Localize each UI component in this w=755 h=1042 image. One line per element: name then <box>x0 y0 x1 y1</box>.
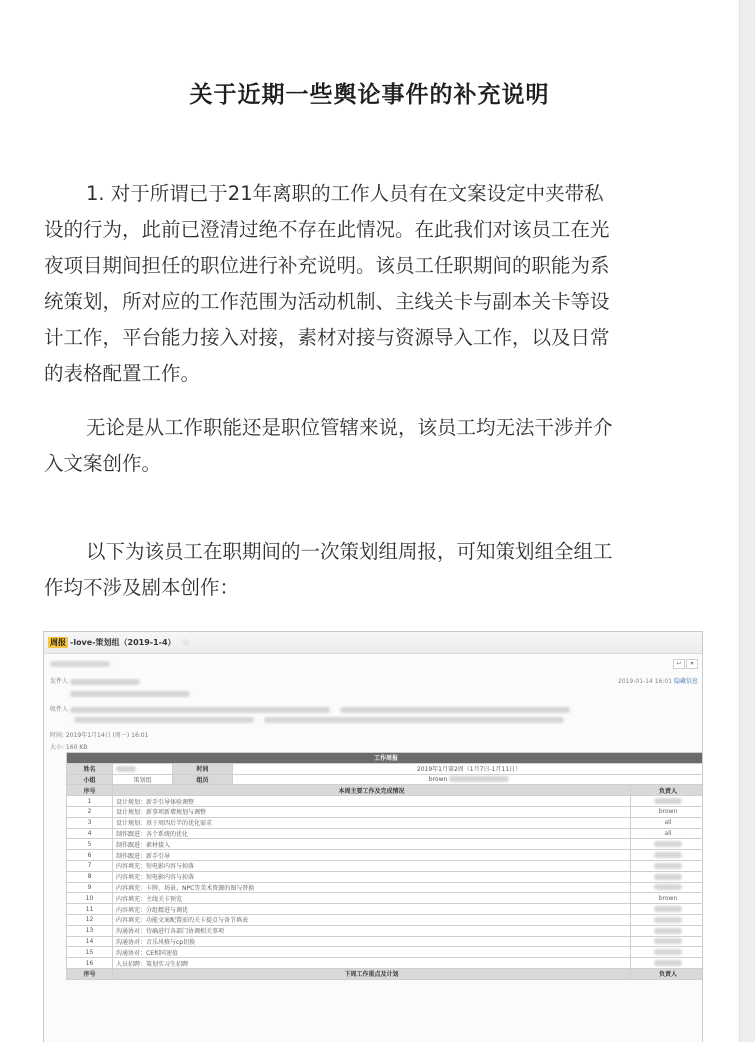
row-task: 制作跟进：素材接入 <box>113 839 631 850</box>
paragraph-2 <box>44 410 694 482</box>
recipient-row <box>50 704 570 713</box>
size-row: 大小: 160 KB <box>50 744 88 751</box>
row-task: 人员招聘：策划实习生招聘 <box>113 958 631 969</box>
row-index: 11 <box>67 904 113 915</box>
paragraph-1 <box>44 176 694 392</box>
email-screenshot <box>43 631 703 1042</box>
page-title: 关于近期一些舆论事件的补充说明 <box>189 82 550 108</box>
col-index-header: 序号 <box>67 968 113 979</box>
member-value <box>233 774 704 785</box>
row-task: 内容填充：短电影内容与掉落 <box>113 860 631 871</box>
chevron-down-icon[interactable]: ▾ <box>686 659 698 669</box>
paragraph-line: 作均不涉及剧本创作： <box>44 576 240 599</box>
paragraph-line: 夜项目期间担任的职位进行补充说明。该员工任职期间的职能为系 <box>44 254 610 277</box>
hide-info-link[interactable]: 隐藏信息 <box>673 678 698 685</box>
row-index: 15 <box>67 947 113 958</box>
row-task: 内容填充：分组精进与调优 <box>113 904 631 915</box>
time-label: 时间 <box>173 763 233 774</box>
table-row <box>67 925 704 936</box>
member-label: 组员 <box>173 774 233 785</box>
row-owner <box>631 796 704 807</box>
paragraph-line: 无论是从工作职能还是职位管辖来说，该员工均无法干涉并介 <box>86 416 613 439</box>
table-row <box>67 904 704 915</box>
row-owner <box>631 871 704 882</box>
row-index: 7 <box>67 860 113 871</box>
scrollbar[interactable] <box>739 0 755 1042</box>
row-index: 14 <box>67 936 113 947</box>
row-index: 3 <box>67 817 113 828</box>
col-index-header: 序号 <box>67 785 113 796</box>
sender-label: 发件人 <box>50 678 69 685</box>
row-index: 5 <box>67 839 113 850</box>
row-index: 16 <box>67 958 113 969</box>
recipient-row-2 <box>50 716 564 723</box>
table-row <box>67 958 704 969</box>
paragraph-line: 入文案创作。 <box>44 452 162 475</box>
email-nav <box>673 659 698 669</box>
table-row <box>67 860 704 871</box>
table-row <box>67 817 704 828</box>
group-label: 小组 <box>67 774 113 785</box>
row-task: 沟通协对：待确进行各部门协调相关事项 <box>113 925 631 936</box>
row-owner: all <box>631 828 704 839</box>
row-task: 设计规划：基于周四后半的优化需求 <box>113 817 631 828</box>
subject-highlight: 周报 <box>50 638 66 647</box>
table-row <box>67 893 704 904</box>
star-icon[interactable]: ☆ <box>181 637 190 648</box>
row-owner: brown <box>631 806 704 817</box>
row-owner <box>631 947 704 958</box>
group-value: 策划组 <box>113 774 173 785</box>
row-owner <box>631 860 704 871</box>
table-row <box>67 882 704 893</box>
sender-blur <box>50 660 110 667</box>
paragraph-line: 1. 对于所谓已于21年离职的工作人员有在文案设定中夹带私 <box>86 182 604 205</box>
paragraph-line: 以下为该员工在职期间的一次策划组周报，可知策划组全组工 <box>86 540 613 563</box>
row-owner <box>631 914 704 925</box>
row-owner <box>631 882 704 893</box>
report-header: 工作周报 <box>67 753 704 764</box>
col-owner-header: 负责人 <box>631 785 704 796</box>
row-task: 内容填充：功能文案配置前的关卡提点与备节填表 <box>113 914 631 925</box>
row-task: 内容填充：短电影内容与掉落 <box>113 871 631 882</box>
row-index: 12 <box>67 914 113 925</box>
table-row <box>67 828 704 839</box>
time-row: 时间: 2019年1月14日 (周一) 16:01 <box>50 732 149 739</box>
row-owner <box>631 839 704 850</box>
row-index: 10 <box>67 893 113 904</box>
paragraph-line: 设的行为，此前已澄清过绝不存在此情况。在此我们对该员工在光 <box>44 218 610 241</box>
recipient-label: 收件人 <box>50 706 69 713</box>
row-owner <box>631 936 704 947</box>
row-index: 8 <box>67 871 113 882</box>
row-task: 沟通协对：CE相同速值 <box>113 947 631 958</box>
row-owner <box>631 958 704 969</box>
table-row <box>67 806 704 817</box>
paragraph-line: 统策划，所对应的工作范围为活动机制、主线关卡与副本关卡等设 <box>44 290 610 313</box>
sender-row <box>50 676 140 685</box>
table-row <box>67 914 704 925</box>
table-row <box>67 796 704 807</box>
email-subject-bar <box>44 632 702 654</box>
name-label: 姓名 <box>67 763 113 774</box>
row-task: 设计规划：新事项新增规划与调整 <box>113 806 631 817</box>
row-task: 沟通协对：音乐风格与cp切换 <box>113 936 631 947</box>
paragraph-line: 计工作，平台能力接入对接，素材对接与资源导入工作，以及日常 <box>44 326 610 349</box>
email-meta <box>44 654 702 749</box>
row-task: 制作跟进：新手引导 <box>113 850 631 861</box>
row-owner <box>631 925 704 936</box>
row-index: 13 <box>67 925 113 936</box>
col-main-header: 本周主要工作及完成情况 <box>113 785 631 796</box>
name-value <box>113 763 173 774</box>
weekly-report-table <box>66 752 703 980</box>
col-owner-header: 负责人 <box>631 968 704 979</box>
row-index: 6 <box>67 850 113 861</box>
email-subject: -love-策划组（2019-1-4） <box>70 638 176 647</box>
paragraph-line: 的表格配置工作。 <box>44 362 201 385</box>
reply-icon[interactable]: ↩ <box>673 659 685 669</box>
row-task: 内容填充：卡牌、场景、NPC等美术资源的图与替换 <box>113 882 631 893</box>
row-owner <box>631 904 704 915</box>
row-owner: brown <box>631 893 704 904</box>
row-owner: all <box>631 817 704 828</box>
table-row <box>67 850 704 861</box>
table-row <box>67 839 704 850</box>
row-task: 设计规划：新手引导体验调整 <box>113 796 631 807</box>
sender-detail-row <box>50 690 190 697</box>
row-task: 制作跟进：各个系统的优化 <box>113 828 631 839</box>
row-index: 1 <box>67 796 113 807</box>
table-row <box>67 947 704 958</box>
paragraph-3 <box>44 534 694 606</box>
next-week-header-row <box>67 968 704 979</box>
row-index: 4 <box>67 828 113 839</box>
row-task: 内容填充：主线关卡预览 <box>113 893 631 904</box>
date-text: 2019-01-14 16:01 <box>617 678 673 685</box>
row-owner <box>631 850 704 861</box>
email-date <box>618 676 698 685</box>
row-index: 2 <box>67 806 113 817</box>
table-row <box>67 936 704 947</box>
member-name: brown <box>428 775 448 783</box>
next-col-main-header: 下周工作重点及计划 <box>113 968 631 979</box>
row-index: 9 <box>67 882 113 893</box>
table-row <box>67 871 704 882</box>
week-value: 2019年1月第2周（1月7日-1月11日） <box>233 763 704 774</box>
